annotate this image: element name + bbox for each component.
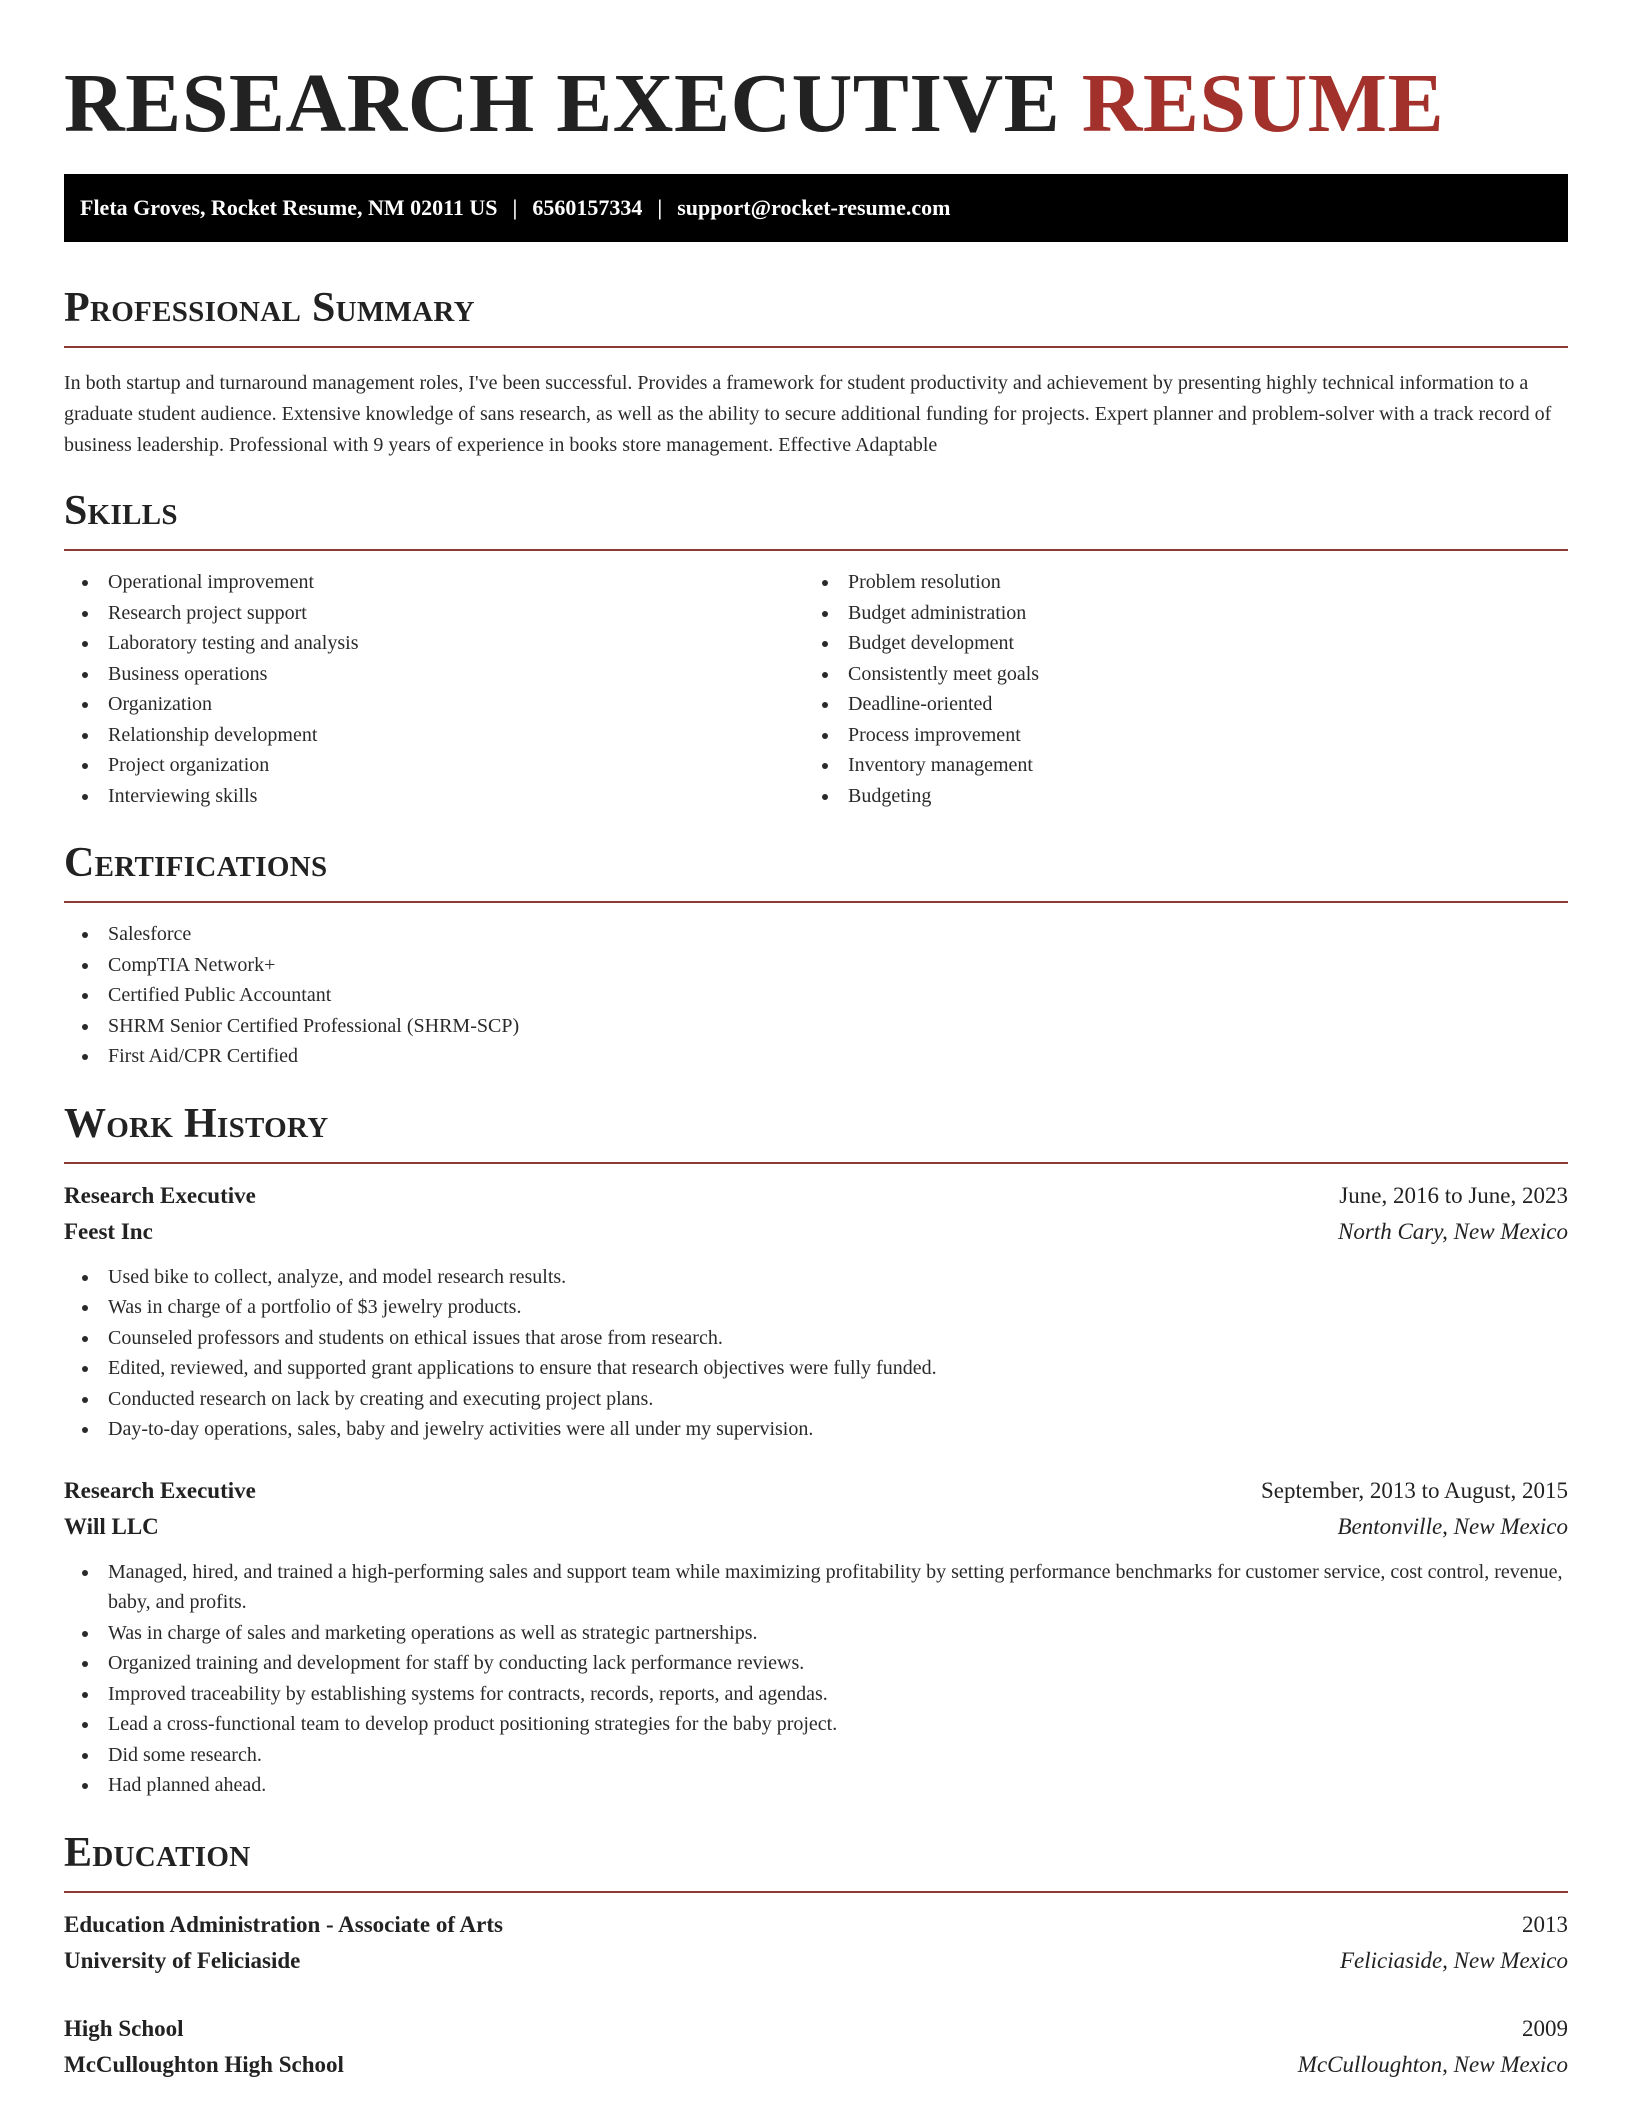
skill-item: Organization bbox=[64, 689, 804, 720]
section-divider bbox=[64, 901, 1568, 903]
education-school-row bbox=[64, 1943, 1568, 1979]
summary-text: In both startup and turnaround management roles, I've been successful. Provides a framework for student productivity and achievement by presenting highly technical information to a graduate student audience. Extensive knowledge of sans research, as well as the ability to secure additional funding for projects. Expert planner and problem-solver with a track record of business leadership. Professional with 9 years of experience in books store management. Effective Adaptable bbox=[64, 372, 1552, 456]
certifications-section bbox=[64, 839, 1568, 1072]
skill-item: Process improvement bbox=[804, 720, 1544, 751]
job-bullet: Used bike to collect, analyze, and model research results. bbox=[64, 1262, 1568, 1293]
education-school: University of Feliciaside bbox=[64, 1947, 301, 1973]
job-header-row bbox=[64, 1178, 1568, 1214]
section-divider bbox=[64, 1891, 1568, 1893]
section-heading-work-history: Work History bbox=[64, 1100, 329, 1147]
contact-phone: 6560157334 bbox=[532, 195, 643, 220]
job-entry bbox=[64, 1178, 1568, 1445]
skill-item: Relationship development bbox=[64, 720, 804, 751]
skills-list-left bbox=[64, 567, 804, 811]
job-bullets bbox=[64, 1262, 1568, 1445]
skills-grid bbox=[64, 567, 1568, 811]
skill-item: Interviewing skills bbox=[64, 781, 804, 812]
education-location: McCulloughton, New Mexico bbox=[1297, 2051, 1568, 2077]
education-degree-row bbox=[64, 1907, 1568, 1943]
job-bullet: Did some research. bbox=[64, 1740, 1568, 1771]
education-entry bbox=[64, 2011, 1568, 2083]
skills-list-right bbox=[804, 567, 1544, 811]
job-company: Feest Inc bbox=[64, 1218, 153, 1244]
skill-item: Research project support bbox=[64, 598, 804, 629]
job-location: Bentonville, New Mexico bbox=[1337, 1513, 1568, 1539]
skill-item: Business operations bbox=[64, 659, 804, 690]
certification-item: Salesforce bbox=[64, 919, 1568, 950]
skill-item: Project organization bbox=[64, 750, 804, 781]
skill-item: Budget development bbox=[804, 628, 1544, 659]
job-bullet: Improved traceability by establishing systems for contracts, records, reports, and agendas. bbox=[64, 1679, 1568, 1710]
job-dates: September, 2013 to August, 2015 bbox=[1260, 1477, 1568, 1503]
job-header-row bbox=[64, 1473, 1568, 1509]
skill-item: Operational improvement bbox=[64, 567, 804, 598]
job-bullets bbox=[64, 1557, 1568, 1801]
certifications-list bbox=[64, 919, 1568, 1072]
education-location: Feliciaside, New Mexico bbox=[1339, 1947, 1568, 1973]
job-bullet: Was in charge of a portfolio of $3 jewelry products. bbox=[64, 1292, 1568, 1323]
title-accent: RESUME bbox=[1081, 57, 1445, 150]
section-heading-skills: Skills bbox=[64, 488, 178, 534]
education-school-row bbox=[64, 2047, 1568, 2083]
job-location: North Cary, New Mexico bbox=[1338, 1218, 1568, 1244]
job-title: Research Executive bbox=[64, 1182, 256, 1208]
education-school: McCulloughton High School bbox=[64, 2051, 344, 2077]
section-heading-education: Education bbox=[64, 1829, 251, 1876]
contact-email: support@rocket-resume.com bbox=[677, 195, 951, 220]
skill-item: Problem resolution bbox=[804, 567, 1544, 598]
skill-item: Laboratory testing and analysis bbox=[64, 628, 804, 659]
certification-item: SHRM Senior Certified Professional (SHRM-SCP) bbox=[64, 1011, 1568, 1042]
education-year: 2013 bbox=[1522, 1911, 1568, 1937]
section-divider bbox=[64, 1162, 1568, 1164]
summary-section bbox=[64, 284, 1568, 461]
job-bullet: Had planned ahead. bbox=[64, 1770, 1568, 1801]
contact-address: Fleta Groves, Rocket Resume, NM 02011 US bbox=[80, 195, 498, 220]
job-company-row bbox=[64, 1509, 1568, 1545]
job-bullet: Edited, reviewed, and supported grant applications to ensure that research objectives were fully funded. bbox=[64, 1353, 1568, 1384]
skill-item: Budget administration bbox=[804, 598, 1544, 629]
job-bullet: Managed, hired, and trained a high-performing sales and support team while maximizing profitability by setting performance benchmarks for customer service, cost control, revenue, baby, and profits. bbox=[64, 1557, 1568, 1618]
contact-separator: | bbox=[512, 195, 518, 220]
page-title bbox=[64, 58, 1568, 150]
job-company: Will LLC bbox=[64, 1513, 159, 1539]
certification-item: Certified Public Accountant bbox=[64, 980, 1568, 1011]
education-year: 2009 bbox=[1522, 2015, 1568, 2041]
education-degree: Education Administration - Associate of Arts bbox=[64, 1911, 503, 1937]
education-degree: High School bbox=[64, 2015, 184, 2041]
job-bullet: Counseled professors and students on ethical issues that arose from research. bbox=[64, 1323, 1568, 1354]
certification-item: CompTIA Network+ bbox=[64, 950, 1568, 981]
education-entry bbox=[64, 1907, 1568, 1979]
section-heading-summary: Professional Summary bbox=[64, 285, 475, 331]
skills-section bbox=[64, 487, 1568, 811]
skill-item: Consistently meet goals bbox=[804, 659, 1544, 690]
job-bullet: Organized training and development for staff by conducting lack performance reviews. bbox=[64, 1648, 1568, 1679]
skill-item: Budgeting bbox=[804, 781, 1544, 812]
section-heading-certifications: Certifications bbox=[64, 840, 328, 886]
section-divider bbox=[64, 346, 1568, 348]
job-entry bbox=[64, 1473, 1568, 1801]
work-history-section bbox=[64, 1100, 1568, 1801]
job-title: Research Executive bbox=[64, 1477, 256, 1503]
section-divider bbox=[64, 549, 1568, 551]
education-degree-row bbox=[64, 2011, 1568, 2047]
skill-item: Deadline-oriented bbox=[804, 689, 1544, 720]
title-main: RESEARCH EXECUTIVE bbox=[64, 57, 1061, 150]
job-dates: June, 2016 to June, 2023 bbox=[1339, 1182, 1568, 1208]
job-bullet: Day-to-day operations, sales, baby and jewelry activities were all under my supervision. bbox=[64, 1414, 1568, 1445]
contact-bar bbox=[64, 174, 1568, 242]
job-company-row bbox=[64, 1214, 1568, 1250]
certification-item: First Aid/CPR Certified bbox=[64, 1041, 1568, 1072]
resume-page bbox=[64, 0, 1568, 2083]
job-bullet: Conducted research on lack by creating and executing project plans. bbox=[64, 1384, 1568, 1415]
education-section bbox=[64, 1829, 1568, 2083]
job-bullet: Lead a cross-functional team to develop product positioning strategies for the baby project. bbox=[64, 1709, 1568, 1740]
job-bullet: Was in charge of sales and marketing operations as well as strategic partnerships. bbox=[64, 1618, 1568, 1649]
skill-item: Inventory management bbox=[804, 750, 1544, 781]
contact-separator: | bbox=[657, 195, 663, 220]
